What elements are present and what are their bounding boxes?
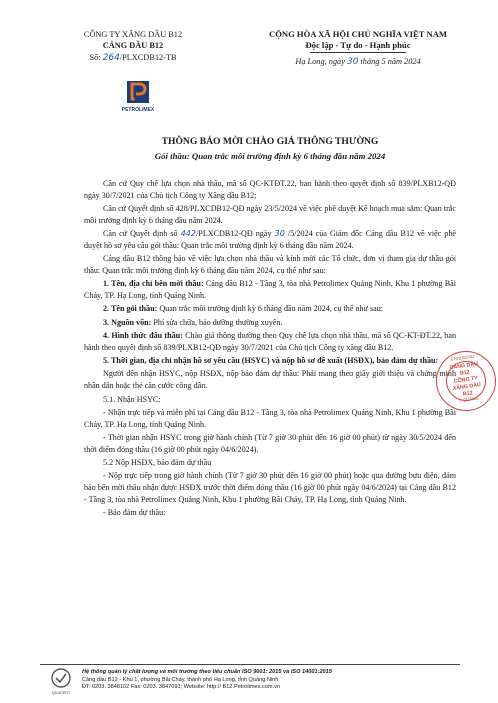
section-2: 2. Tên gói thầu: Quan trắc môi trường định kỳ 6 tháng đầu năm 2024, cụ thể như sau: — [103, 304, 383, 314]
handwritten-day: 30 — [346, 57, 359, 67]
handwritten-decision-number: 442 — [180, 228, 197, 239]
handwritten-number: 264 — [102, 53, 120, 63]
country-name: CỘNG HÒA XÃ HỘI CHỦ NGHĨA VIỆT NAM — [268, 29, 448, 39]
section-5: 5. Thời gian, địa chỉ nhận hồ sơ yêu cầu (HSYC) và nộp hồ sơ đề xuất (HSĐX), bảo đảm dự thầu: — [103, 356, 439, 366]
company-name: CÔNG TY XĂNG DẦU B12 — [83, 30, 183, 39]
left-header — [58, 29, 208, 64]
section-3: 3. Nguồn vốn: Phí sửa chữa, bảo dưỡng thường xuyên. — [103, 317, 283, 327]
document-subtitle: Gói thầu: Quan trắc môi trường định kỳ 6 tháng đầu năm 2024 — [154, 151, 386, 161]
section-1: 1. Tên, địa chỉ bên mời thầu: Cảng dầu B12 - Tầng 3, tòa nhà Petrolimex Quảng Ninh, Khu 1 phường Bãi Cháy, TP. Hạ Long, tỉnh Quảng Ninh. — [84, 279, 456, 301]
footer-contact: ĐT: 0203. 3848102 Fax: 0203. 3847091; Website: http:// B12.Petrolimex.com.vn — [82, 684, 280, 690]
document-date: Hạ Long, ngày 30 tháng 5 năm 2024 — [295, 57, 421, 67]
footer-divider — [40, 664, 460, 665]
document-number: Số: 264/PLXCDB12-TB — [89, 53, 177, 63]
paragraph-intro: Cảng dầu B12 thông báo về việc lựa chọn nhà thầu và kính mời các Tổ chức, đơn vị tham gia dự thầu gói thầu: Quan trắc môi trường định kỳ 6 tháng đầu năm 2024, cụ thể như sau: — [84, 254, 456, 276]
paragraph-basis-3: Căn cứ Quyết định số 442/PLXCDB12-QĐ ngày 30 /5/2024 của Giám đốc Cảng dầu B12 về việc phê duyệt hồ sơ yêu cầu gói thầu: Quan trắc môi trường định kỳ 6 tháng đầu năm 2024. — [84, 228, 456, 250]
section-5-text: Người đến nhận HSYC, nộp HSĐX, nộp bảo đảm dự thầu: Phải mang theo giấy giới thiệu và chứng minh nhân dân hoặc thẻ căn cước công dân. — [84, 369, 456, 391]
right-header — [240, 29, 476, 68]
section-5-2-submit: - Nộp trực tiếp trong giờ hành chính (Từ 7 giờ 30 phút đến 16 giờ 00 phút) hoặc qua đường bưu điện, đảm bảo bên mời thầu nhận được HSĐX trước thời điểm đóng thầu (16 giờ 00 phút ngày 04/6/2024) tại Cảng dầu B12 - Tầng 3, tòa nhà Petrolimex Quảng Ninh, Khu 1 phường Bãi Cháy, TP. Hạ Long, tỉnh Quảng Ninh. — [84, 471, 456, 504]
section-5-1-time: - Thời gian nhận HSYC trong giờ hành chính (Từ 7 giờ 30 phút đến 16 giờ 00 phút) từ ngày 30/5/2024 đến thời điểm đóng thầu (16 giờ 00 phút ngày 04/6/2024). — [84, 432, 456, 454]
section-4: 4. Hình thức đấu thầu: Chào giá thông thường theo Quy chế lựa chọn nhà thầu, mã số QC-KT-ĐT.22, ban hành theo quyết định số 839/PLXB12-QĐ ngày 30/7/2021 của Chủ tịch Công ty xăng dầu B12. — [84, 331, 456, 352]
motto-underline — [310, 52, 406, 53]
footer-address: Cảng dầu B12 - Khu 1, phường Bãi Cháy, thành phố Hạ Long, tỉnh Quảng Ninh — [82, 676, 279, 683]
section-5-1-receive: - Nhận trực tiếp và miễn phí tại Cảng dầu B12 - Tầng 3, tòa nhà Petrolimex Quảng Ninh, Khu 1 phường Bãi Cháy, TP. Hạ Long, tỉnh Quảng Ninh. — [84, 407, 456, 429]
quacert-logo: QUACERT — [46, 668, 76, 696]
document-body — [84, 178, 456, 521]
paragraph-basis-1: Căn cứ Quy chế lựa chọn nhà thầu, mã số QC-KTĐT.22, ban hành theo quyết định số 839/PLXB12-QĐ ngày 30/7/2021 của Chủ tịch Công ty Xăng dầu B12; — [84, 179, 456, 200]
footer-text — [82, 669, 462, 692]
motto: Độc lập - Tự do - Hạnh phúc — [305, 40, 411, 50]
document-title: THÔNG BÁO MỜI CHÀO GIÁ THÔNG THƯỜNG — [161, 136, 379, 147]
section-5-2-guarantee: - Bảo đảm dự thầu: — [103, 508, 166, 518]
handwritten-decision-day: 30 — [274, 228, 285, 239]
logo-text: PETROLIMEX — [121, 107, 155, 113]
certification-icon — [50, 668, 72, 688]
company-seal: 5701001001 CẢNG DẦU B12 CÔNG TY XĂNG DẦU B12 T. QUẢNG — [432, 347, 498, 415]
petrolimex-logo — [116, 81, 160, 113]
section-5-1-heading: 5.1. Nhận HSYC: — [103, 394, 161, 404]
petrolimex-logo-icon — [127, 81, 149, 103]
unit-name: CẢNG DẦU B12 — [102, 41, 164, 50]
paragraph-basis-2: Căn cứ Quyết định số 428/PLXCDB12-QĐ ngày 23/5/2024 về việc phê duyệt Kế hoạch mua sắm: Quan trắc môi trường định kỳ 6 tháng đầu năm 2024. — [84, 204, 456, 225]
section-5-2-heading: 5.2 Nộp HSĐX, bảo đảm dự thầu — [103, 458, 212, 468]
footer-iso-line: Hệ thống quản lý chất lượng và môi trường theo tiêu chuẩn ISO 9001: 2015 và ISO 14001:2015 — [82, 669, 332, 675]
